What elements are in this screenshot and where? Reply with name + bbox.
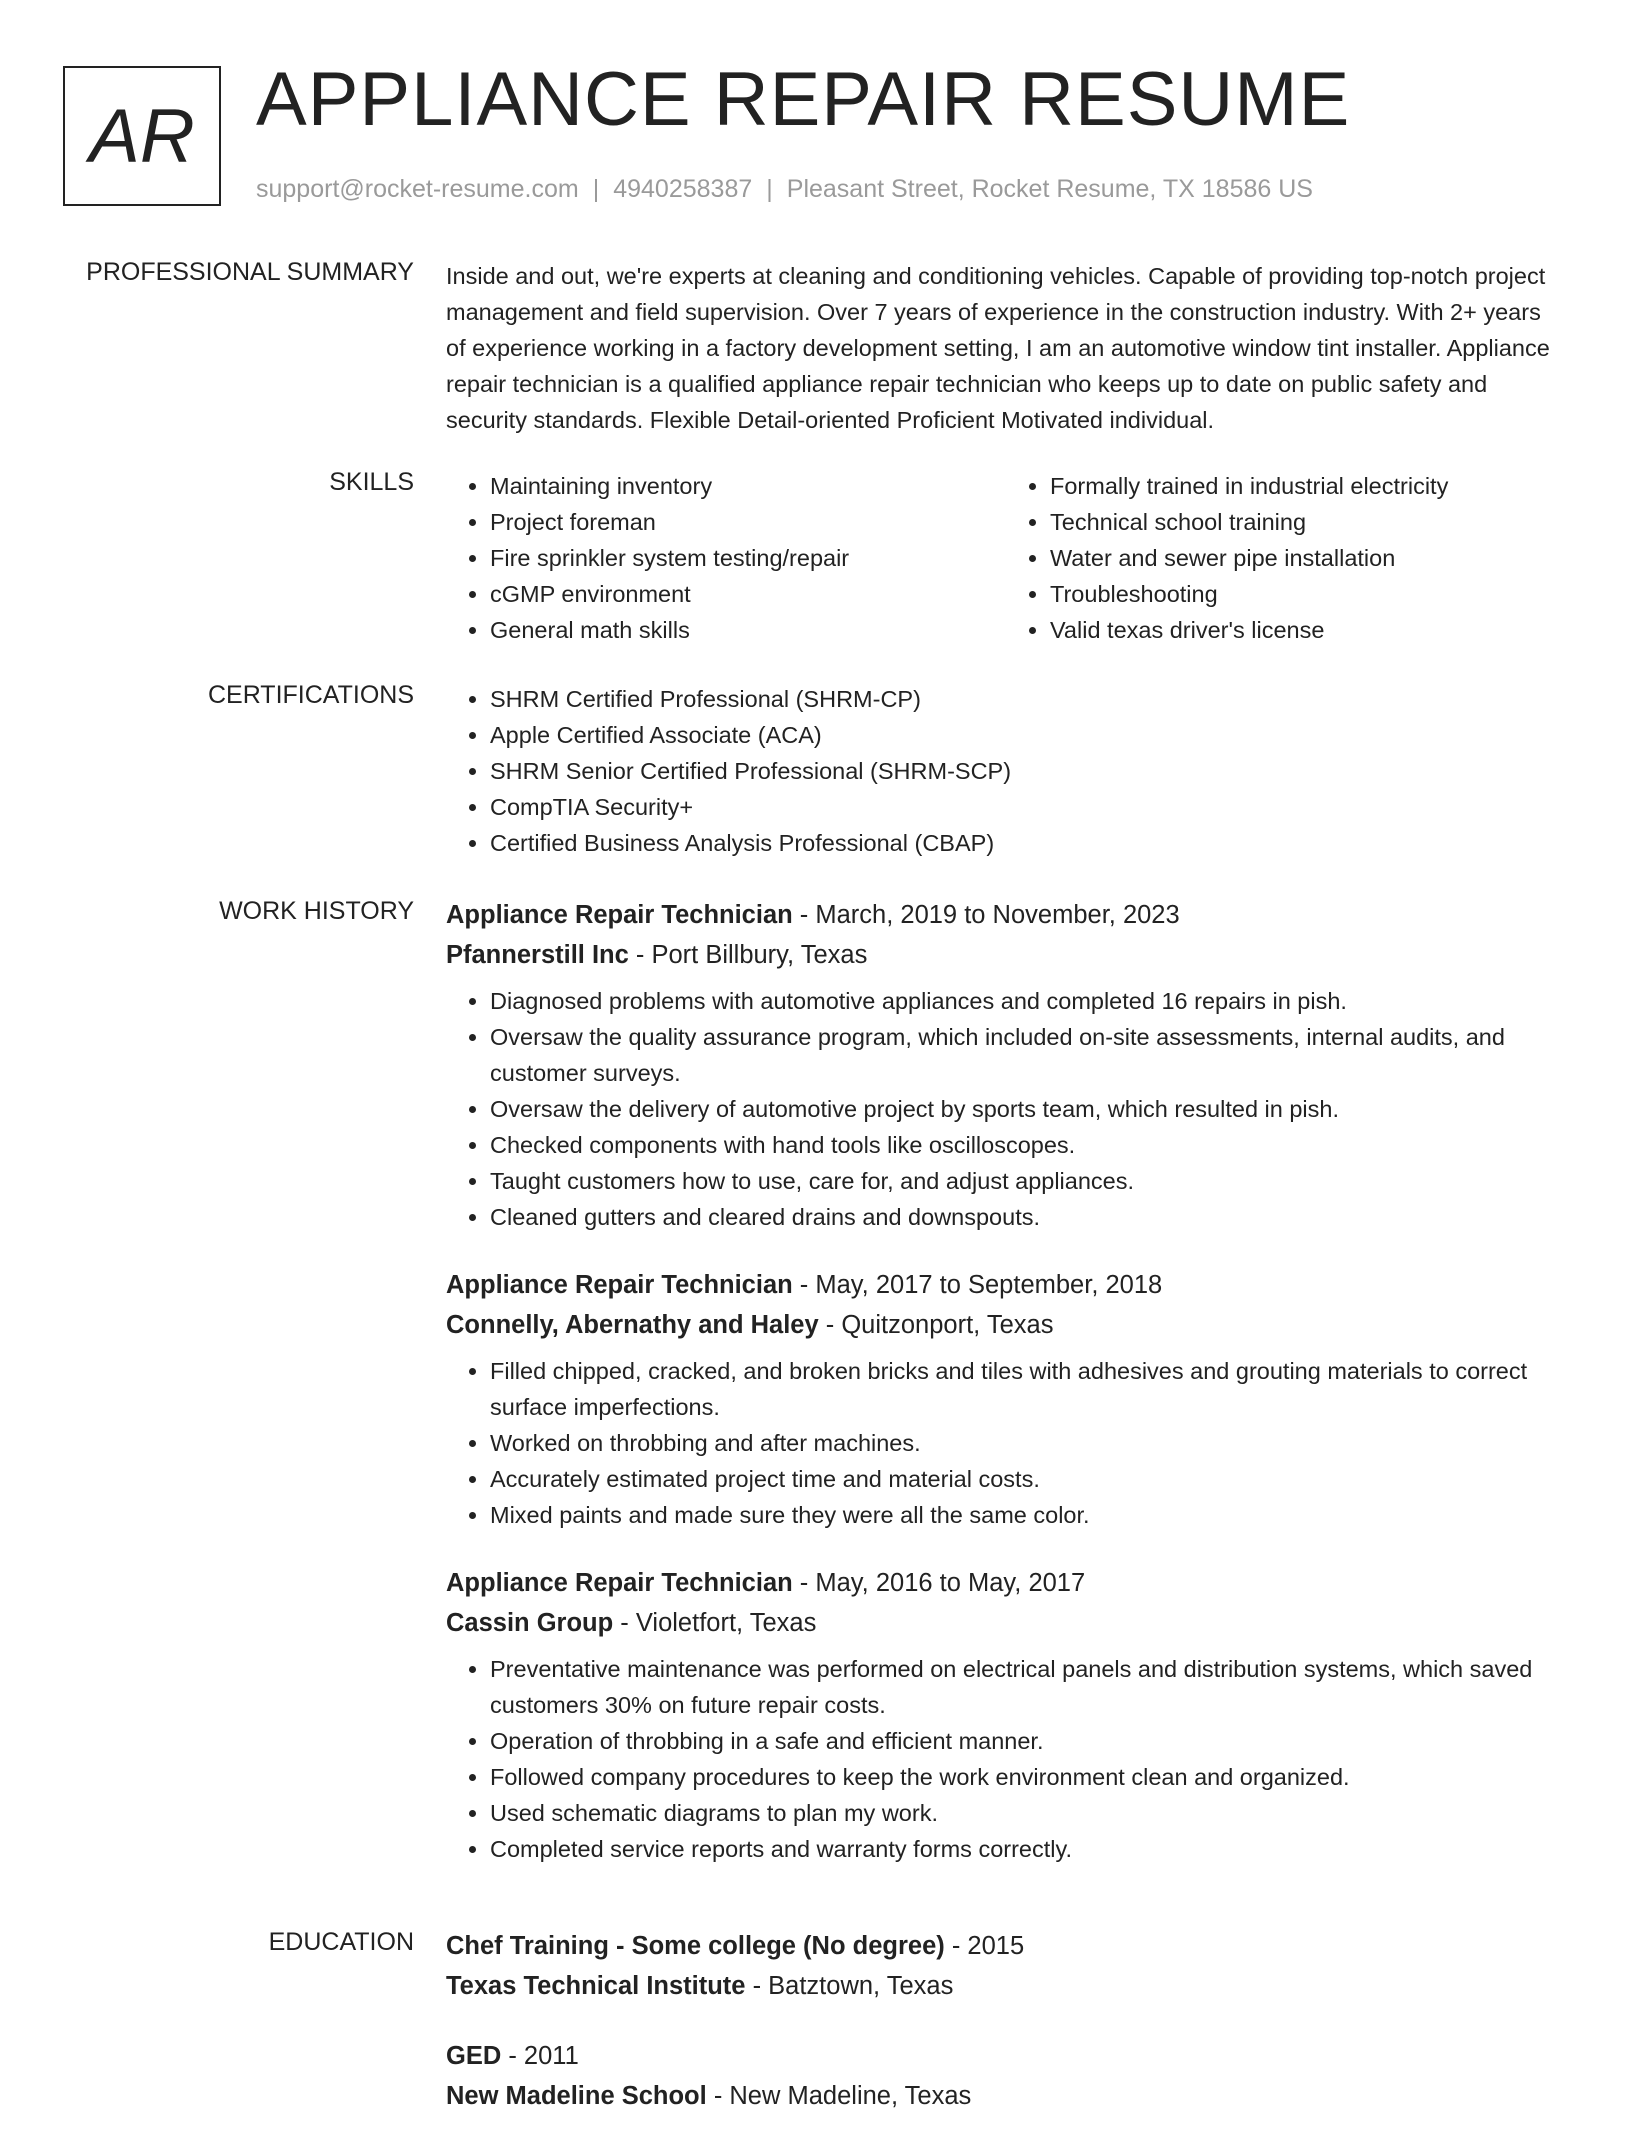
job-title: Appliance Repair Technician — [446, 1569, 793, 1597]
education-school-line — [446, 1966, 1566, 2006]
job-title-line — [446, 895, 1566, 935]
contact-address: Pleasant Street, Rocket Resume, TX 18586 US — [786, 175, 1313, 203]
certification-item: • SHRM Senior Certified Professional (SHRM-SCP) — [490, 753, 1566, 789]
job-company-line — [446, 1305, 1566, 1345]
skill-item: • Technical school training — [1050, 504, 1566, 540]
education-degree-line — [446, 1926, 1566, 1966]
job-bullet: • Accurately estimated project time and material costs. — [490, 1461, 1566, 1497]
job-bullet: • Operation of throbbing in a safe and efficient manner. — [490, 1723, 1566, 1759]
job-bullet: • Preventative maintenance was performed on electrical panels and distribution systems, which saved customers 30% on future repair costs. — [490, 1651, 1566, 1723]
education-degree: GED — [446, 2042, 502, 2070]
job-bullet: • Checked components with hand tools like oscilloscopes. — [490, 1127, 1566, 1163]
skill-item: • Maintaining inventory — [490, 468, 1006, 504]
skill-item: • General math skills — [490, 612, 1006, 648]
summary-text: Inside and out, we're experts at cleaning and conditioning vehicles. Capable of providing top-notch project management and field supervision. Over 7 years of experience in the construction industry. With 2+ years of experience working in a factory development setting, I am an automotive window tint installer. Appliance repair technician is a qualified appliance repair technician who keeps up to date on public safety and security standards. Flexible Detail-oriented Proficient Motivated individual. — [446, 263, 1550, 433]
skill-item: • Formally trained in industrial electricity — [1050, 468, 1566, 504]
contact-separator: | — [766, 175, 773, 203]
contact-separator: | — [592, 175, 600, 203]
job-title-line — [446, 1265, 1566, 1305]
education-location: - New Madeline, Texas — [713, 2082, 972, 2110]
skill-item: • Water and sewer pipe installation — [1050, 540, 1566, 576]
job-company: Cassin Group — [446, 1609, 614, 1637]
certification-item: • CompTIA Security+ — [490, 789, 1566, 825]
job-dates: - May, 2017 to September, 2018 — [799, 1271, 1163, 1299]
job-bullets — [446, 983, 1566, 1235]
education-entry — [446, 2036, 1566, 2116]
job-dates: - March, 2019 to November, 2023 — [799, 901, 1180, 929]
skill-item: • Project foreman — [490, 504, 1006, 540]
job-title: Appliance Repair Technician — [446, 1271, 793, 1299]
contact-line — [256, 175, 1313, 204]
monogram-logo: AR — [63, 66, 221, 206]
certification-item: • SHRM Certified Professional (SHRM-CP) — [490, 681, 1566, 717]
section-label-skills: SKILLS — [329, 468, 414, 496]
skill-item: • Troubleshooting — [1050, 576, 1566, 612]
section-label-education: EDUCATION — [268, 1928, 414, 1956]
section-label-summary: PROFESSIONAL SUMMARY — [86, 258, 414, 286]
section-label-work-history: WORK HISTORY — [219, 897, 414, 925]
education-school-line — [446, 2076, 1566, 2116]
job-company-line — [446, 935, 1566, 975]
skill-item: • Valid texas driver's license — [1050, 612, 1566, 648]
job-company-line — [446, 1603, 1566, 1643]
skill-item: • cGMP environment — [490, 576, 1006, 612]
job-company: Pfannerstill Inc — [446, 941, 629, 969]
job-company: Connelly, Abernathy and Haley — [446, 1311, 819, 1339]
certification-item: • Apple Certified Associate (ACA) — [490, 717, 1566, 753]
job-bullet: • Diagnosed problems with automotive appliances and completed 16 repairs in pish. — [490, 983, 1566, 1019]
job-entry — [446, 895, 1566, 1235]
job-bullet: • Oversaw the delivery of automotive project by sports team, which resulted in pish. — [490, 1091, 1566, 1127]
education-body — [446, 1926, 1566, 2146]
contact-email[interactable]: support@rocket-resume.com — [256, 175, 579, 203]
work-history-body — [446, 895, 1566, 1897]
job-bullet: • Mixed paints and made sure they were all the same color. — [490, 1497, 1566, 1533]
education-school: New Madeline School — [446, 2082, 707, 2110]
education-entry — [446, 1926, 1566, 2006]
education-location: - Batztown, Texas — [752, 1972, 954, 2000]
skill-item: • Fire sprinkler system testing/repair — [490, 540, 1006, 576]
job-bullet: • Oversaw the quality assurance program, which included on-site assessments, internal audits, and customer surveys. — [490, 1019, 1566, 1091]
contact-phone[interactable]: 4940258387 — [613, 175, 753, 203]
education-year: - 2015 — [951, 1932, 1025, 1960]
education-degree-line — [446, 2036, 1566, 2076]
job-bullet: • Followed company procedures to keep the work environment clean and organized. — [490, 1759, 1566, 1795]
job-location: - Port Billbury, Texas — [635, 941, 868, 969]
job-dates: - May, 2016 to May, 2017 — [799, 1569, 1086, 1597]
job-entry — [446, 1563, 1566, 1867]
job-bullets — [446, 1353, 1566, 1533]
job-bullet: • Completed service reports and warranty forms correctly. — [490, 1831, 1566, 1867]
job-bullet: • Used schematic diagrams to plan my work. — [490, 1795, 1566, 1831]
skills-list-left — [446, 468, 1006, 648]
job-bullet: • Worked on throbbing and after machines. — [490, 1425, 1566, 1461]
job-title: Appliance Repair Technician — [446, 901, 793, 929]
job-bullet: • Cleaned gutters and cleared drains and downspouts. — [490, 1199, 1566, 1235]
job-entry — [446, 1265, 1566, 1533]
resume-title: APPLIANCE REPAIR RESUME — [256, 57, 1351, 142]
skills-list-right — [1006, 468, 1566, 648]
education-degree: Chef Training - Some college (No degree) — [446, 1932, 945, 1960]
job-bullets — [446, 1651, 1566, 1867]
certifications-list — [446, 681, 1566, 861]
job-title-line — [446, 1563, 1566, 1603]
job-location: - Violetfort, Texas — [620, 1609, 817, 1637]
education-year: - 2011 — [508, 2042, 579, 2070]
certifications-body — [446, 681, 1566, 861]
job-location: - Quitzonport, Texas — [825, 1311, 1054, 1339]
skills-grid — [446, 468, 1566, 648]
job-bullet: • Taught customers how to use, care for, and adjust appliances. — [490, 1163, 1566, 1199]
education-school: Texas Technical Institute — [446, 1972, 746, 2000]
section-label-certifications: CERTIFICATIONS — [207, 681, 414, 709]
job-bullet: • Filled chipped, cracked, and broken bricks and tiles with adhesives and grouting materials to correct surface imperfections. — [490, 1353, 1566, 1425]
certification-item: • Certified Business Analysis Professional (CBAP) — [490, 825, 1566, 861]
